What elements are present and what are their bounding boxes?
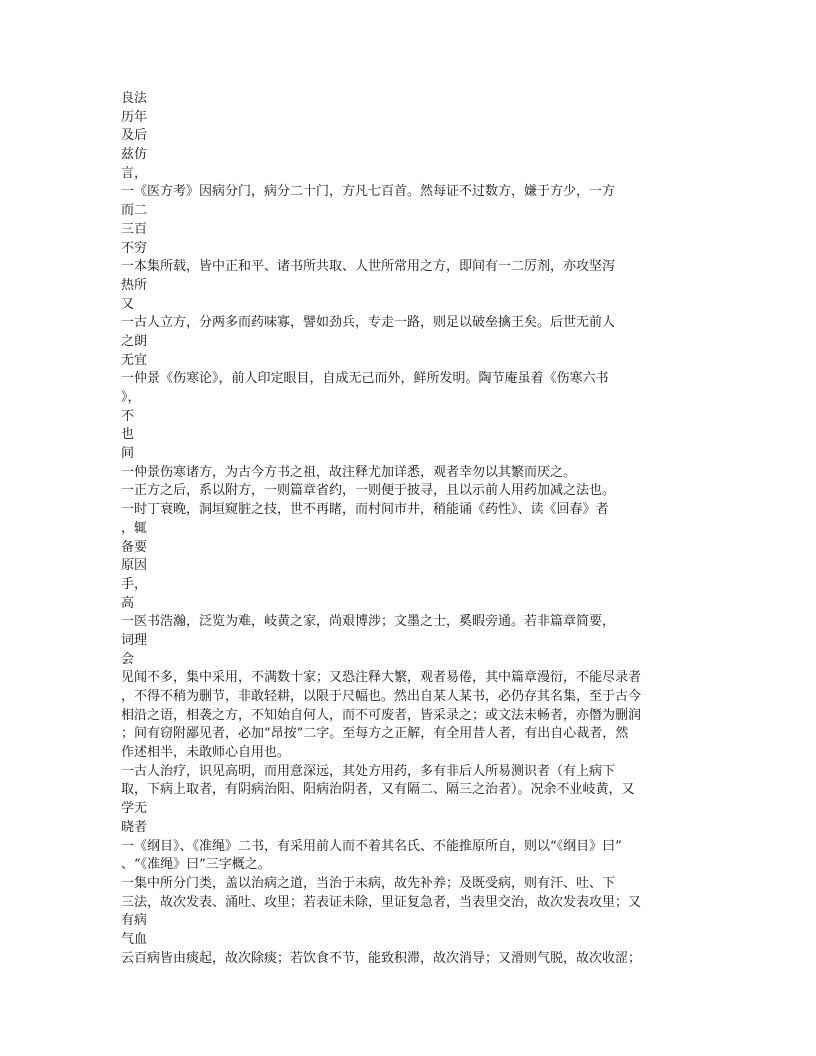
text-line: 一医书浩瀚，泛览为难，岐黄之家，尚艰博涉；文墨之士，奚暇旁通。若非篇章简要，: [121, 614, 616, 630]
text-line: 一古人治疗，识见高明，而用意深远，其处方用药，多有非后人所易测识者（有上病下: [121, 763, 616, 779]
text-line: 兹仿: [121, 147, 148, 163]
text-line: 备要: [121, 539, 148, 555]
text-line: 会: [121, 651, 135, 667]
text-line: 气血: [121, 931, 148, 947]
text-line: 之朗: [121, 333, 148, 349]
text-line: 晓者: [121, 819, 148, 835]
text-line: 一时丁衰晚，洞垣窥脏之技，世不再睹，而村间市井，稍能诵《药性》、读《回春》者: [121, 502, 609, 518]
text-line: 历年: [121, 109, 148, 125]
text-line: 良法: [121, 91, 148, 106]
text-line: 无宜: [121, 352, 148, 368]
text-line: 一本集所载，皆中正和平、诸书所共取、人世所常用之方，即间有一二厉剂，亦攻坚泻: [121, 259, 616, 275]
text-line: 见闻不多，集中采用，不满数十家；又恐注释大繁，观者易倦，其中篇章漫衍，不能尽录者: [121, 670, 642, 686]
text-line: 言，: [121, 165, 148, 181]
text-line: 词理: [121, 632, 148, 648]
text-line: 高: [121, 595, 135, 611]
text-line: 相沿之语，相袭之方，不知始自何人，而不可废者，皆采录之；或文法未畅者，亦僭为删润: [121, 707, 642, 723]
text-line: ，辄: [121, 520, 148, 536]
text-line: 手，: [121, 576, 148, 592]
text-line: 学无: [121, 801, 148, 817]
text-line: 、“《准绳》曰”三字概之。: [121, 857, 271, 873]
text-line: 间: [121, 446, 135, 462]
text-line: ；间有窃附鄙见者，必加“昂按”二字。至每方之正解，有全用昔人者，有出自心裁者，然: [121, 726, 629, 742]
text-line: 一古人立方，分两多而药味寡，譬如劲兵，专走一路，则足以破垒擒王矣。后世无前人: [121, 315, 616, 331]
text-line: 云百病皆由痰起，故次除痰；若饮食不节，能致积滞，故次消导；又滑则气脱，故次收涩；: [121, 950, 642, 966]
body-text: [121, 90, 691, 968]
text-line: 三百: [121, 221, 148, 237]
text-line: 热所: [121, 277, 148, 293]
text-line: 原因: [121, 558, 148, 574]
text-line: 也: [121, 427, 135, 443]
text-line: 不穷: [121, 240, 148, 256]
text-line: 及后: [121, 128, 148, 144]
text-line: 一仲景伤寒诸方，为古今方书之祖，故注释尤加详悉，观者幸勿以其繁而厌之。: [121, 464, 577, 480]
text-line: 而二: [121, 203, 148, 219]
text-line: 一集中所分门类，盖以治病之道，当治于未病，故先补养；及既受病，则有汗、吐、下: [121, 875, 616, 891]
text-line: 》，: [121, 390, 141, 405]
text-line: 作述相半，未敢师心自用也。: [121, 745, 291, 761]
text-line: ，不得不稍为删节，非敢轻耕，以限于尺幅也。然出自某人某书，必仍存其名集，至于古今: [121, 689, 642, 704]
text-line: 又: [121, 296, 135, 312]
text-line: 一《纲目》、《准绳》二书，有采用前人而不着其名氏、不能推原所自，则以“《纲目》曰”: [121, 838, 622, 854]
text-line: 取，下病上取者，有阴病治阳、阳病治阴者，又有隔二、隔三之治者）。况余不业岐黄，又: [121, 782, 635, 798]
text-line: 不: [121, 408, 135, 424]
text-line: 有病: [121, 913, 148, 929]
text-line: 三法，故次发表、涌吐、攻里；若表证未除，里证复急者，当表里交治，故次发表攻里；又: [121, 894, 642, 910]
text-line: 一正方之后，系以附方，一则篇章省约，一则便于披寻，且以示前人用药加减之法也。: [121, 483, 616, 499]
text-line: 一仲景《伤寒论》，前人印定眼目，自成无己而外，鲜所发明。陶节庵虽着《伤寒六书: [121, 371, 609, 387]
text-line: 一《医方考》因病分门，病分二十门，方凡七百首。然每证不过数方，嫌于方少，一方: [121, 184, 616, 200]
